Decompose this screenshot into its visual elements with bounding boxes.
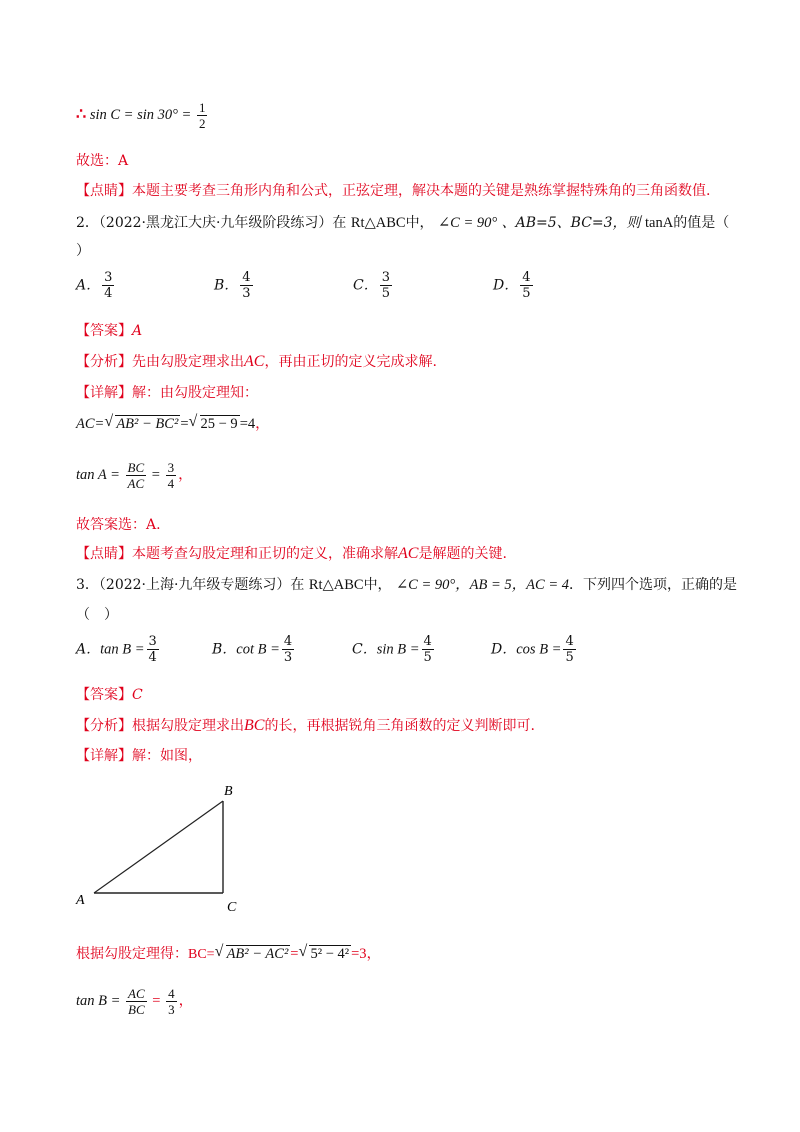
side-ab: [94, 801, 223, 893]
q2-detail: 【详解】解：由勾股定理知：: [76, 385, 258, 401]
q2-option-a: A． $\frac{3}{4}$: [76, 270, 113, 301]
q3-option-b: B．cot B = $\frac{4}{3}$: [212, 634, 293, 665]
choice-line: 故选：A: [76, 153, 129, 169]
q3-stem-cont: （ ）: [76, 607, 118, 623]
vertex-label-b: B: [224, 784, 233, 799]
q2-analysis: 【分析】先由勾股定理求出AC，再由正切的定义完成求解.: [76, 353, 437, 370]
q2-note: 【点睛】本题考查勾股定理和正切的定义，准确求解AC是解题的关键.: [76, 545, 507, 562]
q3-answer: 【答案】C: [76, 687, 143, 703]
q3-detail: 【详解】解：如图，: [76, 748, 202, 764]
q2-equation-ac: AC=√ AB² − BC² =√ 25 − 9 =4，: [76, 412, 270, 433]
therefore-line: [76, 100, 209, 131]
q2-answer: 【答案】A: [76, 323, 143, 339]
q2-option-c: C． $\frac{3}{5}$: [353, 270, 390, 301]
q3-option-d: D．cos B = $\frac{4}{5}$: [491, 634, 574, 665]
q3-option-c: C．sin B = $\frac{4}{5}$: [352, 634, 432, 665]
q3-stem: 3．（2022·上海·九年级专题练习）在 Rt△ABC中， ∠C = 90°，AB = 5，AC = 4．下列四个选项，正确的是: [76, 577, 737, 593]
note-text: 本题主要考查三角形内角和公式，正弦定理，解决本题的关键是熟练掌握特殊角的三角函数值.: [132, 183, 711, 199]
note-line-1: [76, 180, 710, 200]
q2-option-d: D． $\frac{4}{5}$: [493, 270, 531, 301]
q2-final: 故答案选：A.: [76, 517, 161, 533]
q3-equation-bc: 根据勾股定理得：BC=√ AB² − AC² =√ 5² − 4² =3，: [76, 942, 381, 963]
q2-equation-tan: tan A = $\frac{BC}{AC}$ = $\frac{3}{4}$ ，: [76, 460, 193, 491]
q2-option-b: B． $\frac{4}{3}$: [214, 270, 251, 301]
fraction-one-half: $\frac{1}{2}$: [198, 100, 206, 131]
triangle-figure: [70, 778, 250, 913]
q2-stem-cont: ）: [76, 243, 90, 259]
q3-option-a: A．tan B = $\frac{3}{4}$: [76, 634, 157, 665]
q3-analysis: 【分析】根据勾股定理求出BC的长，再根据锐角三角函数的定义判断即可.: [76, 717, 535, 734]
vertex-label-a: A: [76, 893, 85, 908]
sin-expression: sin C = sin 30° =: [89, 106, 192, 123]
vertex-label-c: C: [227, 900, 237, 913]
q3-equation-tan: tan B = $\frac{AC}{BC}$ = $\frac{4}{3}$ ，: [76, 986, 194, 1017]
note-tag: 【点睛】: [76, 183, 132, 199]
q2-stem: 2．（2022·黑龙江大庆·九年级阶段练习）在 Rt△ABC中， ∠C = 90° 、AB=5、BC=3，则 tanA的值是（: [76, 215, 730, 231]
therefore-symbol: ∴: [76, 105, 87, 123]
